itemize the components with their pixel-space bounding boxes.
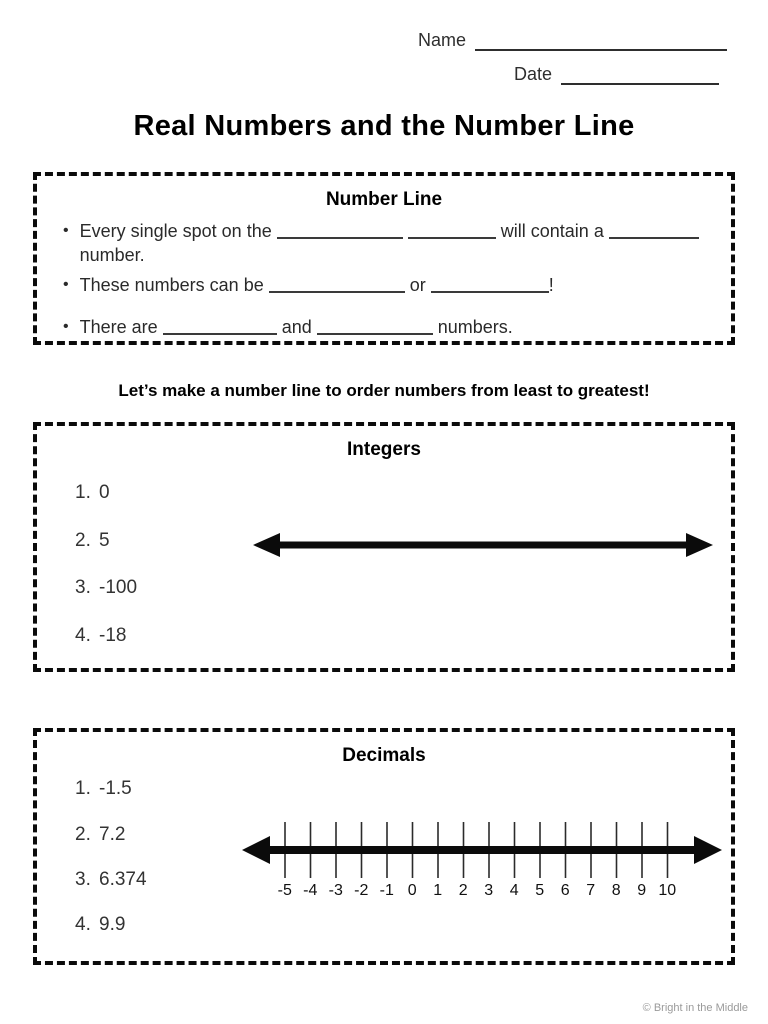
bullet-text: [80, 219, 699, 268]
tick-label: -4: [303, 882, 318, 899]
copyright-text: © Bright in the Middle: [642, 1002, 748, 1014]
list-item: [75, 625, 126, 647]
list-item: [75, 914, 125, 936]
list-item: [75, 824, 125, 846]
bullet-item: [63, 219, 709, 268]
list-item: [75, 530, 110, 552]
decimals-heading: Decimals: [342, 745, 426, 766]
tick-label: 5: [535, 882, 545, 899]
tick-label: 0: [407, 882, 417, 899]
fill-blank: [269, 276, 405, 293]
tick-label: 9: [637, 882, 647, 899]
bullet-segment: and: [281, 317, 312, 337]
fill-blank: [277, 222, 403, 239]
bullet-item: [63, 315, 709, 339]
bullet-icon: •: [63, 276, 69, 293]
tick-label: 4: [509, 882, 519, 899]
number-line-box: [33, 172, 735, 345]
list-number: 3.: [75, 577, 91, 598]
name-field-row: [418, 30, 727, 51]
fill-blank: [609, 222, 699, 239]
tick-label: -5: [277, 882, 292, 899]
list-item: [75, 482, 110, 504]
bullet-segment: numbers.: [437, 317, 513, 337]
tick-label: -1: [379, 882, 394, 899]
tick-label: 10: [658, 882, 677, 899]
tick-label: 8: [611, 882, 621, 899]
tick-label-row: [272, 882, 680, 900]
bullet-segment: There are: [79, 317, 158, 337]
integers-heading: Integers: [347, 439, 421, 460]
bullet-segment: !: [548, 275, 554, 295]
list-value: -100: [99, 577, 138, 598]
fill-blank: [408, 222, 496, 239]
bullet-segment: Every single spot on the: [79, 221, 272, 241]
list-number: 1.: [75, 482, 91, 503]
bullet-segment: These numbers can be: [79, 275, 264, 295]
list-value: -18: [99, 625, 127, 646]
list-item: [75, 778, 132, 800]
bullet-text: [80, 273, 554, 297]
tick-label: -2: [354, 882, 369, 899]
list-value: -1.5: [99, 778, 132, 799]
page-title: Real Numbers and the Number Line: [133, 110, 635, 142]
list-value: 5: [99, 530, 110, 551]
tick-label: 1: [433, 882, 443, 899]
tick-label: 7: [586, 882, 596, 899]
bullet-segment: number.: [79, 245, 145, 266]
list-item: [75, 577, 137, 599]
list-item: [75, 869, 147, 891]
date-label: Date: [514, 64, 553, 84]
integers-box: [33, 422, 735, 672]
bullet-text: [80, 315, 513, 339]
bullet-icon: •: [63, 318, 69, 335]
list-value: 9.9: [99, 914, 126, 935]
fill-blank: [163, 318, 277, 335]
name-line: [475, 33, 727, 51]
date-field-row: [514, 64, 719, 85]
bullet-item: [63, 273, 709, 297]
list-number: 1.: [75, 778, 91, 799]
double-arrow-number-line: [253, 530, 713, 560]
decimals-box: [33, 728, 735, 965]
name-label: Name: [418, 30, 467, 50]
tick-label: 3: [484, 882, 494, 899]
tick-label: 6: [560, 882, 570, 899]
bullet-icon: •: [63, 222, 69, 239]
list-value: 7.2: [99, 824, 126, 845]
date-line: [561, 67, 719, 85]
list-number: 4.: [75, 625, 91, 646]
ticked-number-line: [242, 822, 722, 878]
fill-blank: [317, 318, 433, 335]
list-number: 4.: [75, 914, 91, 935]
bullet-segment: will contain a: [500, 221, 604, 241]
tick-label: -3: [328, 882, 343, 899]
number-line-heading: Number Line: [325, 189, 443, 210]
list-value: 6.374: [99, 869, 147, 890]
bullet-segment: or: [409, 275, 426, 295]
list-number: 2.: [75, 530, 91, 551]
fill-blank: [431, 276, 549, 293]
tick-label: 2: [458, 882, 468, 899]
list-number: 3.: [75, 869, 91, 890]
subtitle: Let’s make a number line to order numbers from least to greatest!: [118, 381, 650, 400]
list-number: 2.: [75, 824, 91, 845]
list-value: 0: [99, 482, 110, 503]
